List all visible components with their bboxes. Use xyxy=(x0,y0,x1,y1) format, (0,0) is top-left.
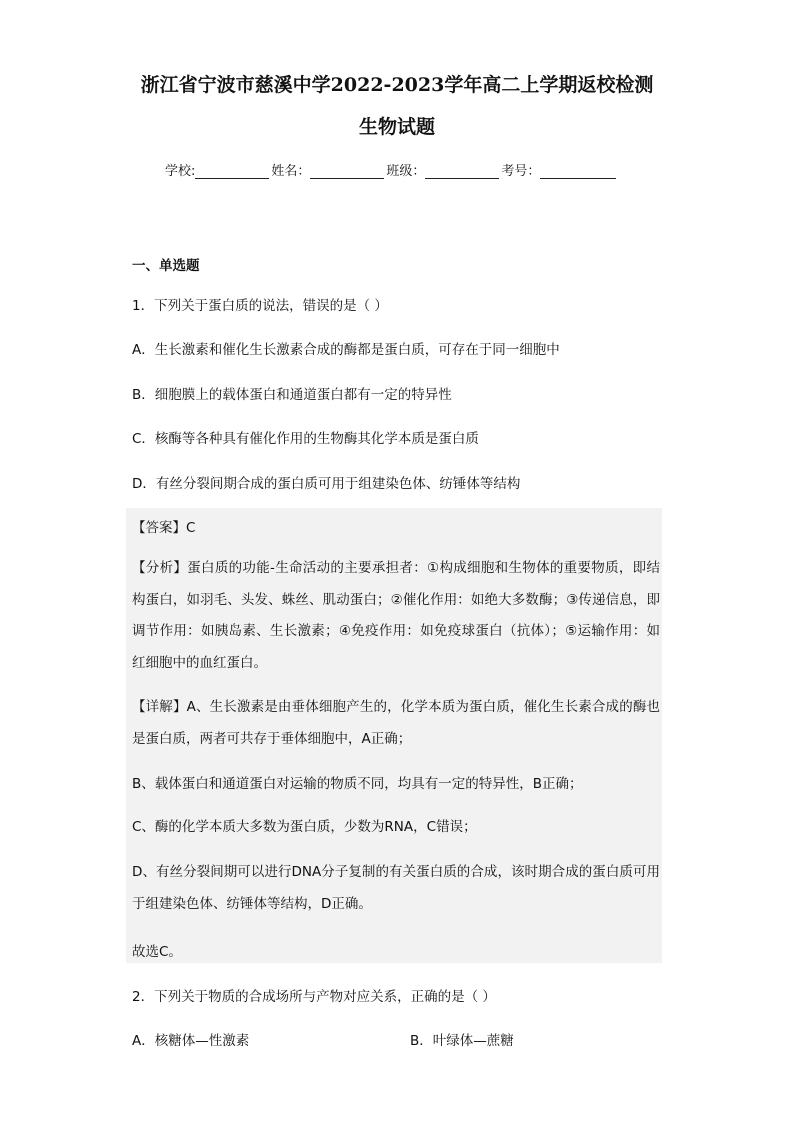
question-1-option-a: A．生长激素和催化生长激素合成的酶都是蛋白质，可存在于同一细胞中 xyxy=(132,342,560,358)
school-label: 学校: xyxy=(165,164,196,179)
question-2-stem: 2．下列关于物质的合成场所与产物对应关系，正确的是（ ） xyxy=(132,989,496,1005)
section-title: 一、单选题 xyxy=(132,258,200,274)
exam-no-blank[interactable] xyxy=(540,164,616,179)
school-blank[interactable] xyxy=(195,164,269,179)
name-blank[interactable] xyxy=(310,164,384,179)
question-2-option-b: B．叶绿体—蔗糖 xyxy=(410,1033,514,1049)
class-label: 班级： xyxy=(386,164,426,179)
student-info-row xyxy=(165,160,618,179)
exam-no-label: 考号： xyxy=(501,164,541,179)
detail-b-text: B、载体蛋白和通道蛋白对运输的物质不同，均具有一定的特异性，B正确； xyxy=(132,776,583,792)
exam-subtitle: 生物试题 xyxy=(358,116,435,138)
detail-c-text: C、酶的化学本质大多数为蛋白质，少数为RNA，C错误； xyxy=(132,819,477,835)
question-1-option-c: C．核酶等各种具有催化作用的生物酶其化学本质是蛋白质 xyxy=(132,431,479,447)
analysis-text: 【分析】蛋白质的功能-生命活动的主要承担者：①构成细胞和生物体的重要物质，即结构蛋白，如羽毛、头发、蛛丝、肌动蛋白；②催化作用：如绝大多数酶；③传递信息，即调节作用：如胰岛素、生长激素；④免疫作用：如免疫球蛋白（抗体）；⑤运输作用：如红细胞中的血红蛋白。 xyxy=(132,560,660,671)
answer-text: 【答案】C xyxy=(132,520,196,536)
conclusion-text: 故选C。 xyxy=(132,944,182,960)
detail-d-text: D、有丝分裂间期可以进行DNA分子复制的有关蛋白质的合成，该时期合成的蛋白质可用于组建染色体、纺锤体等结构，D正确。 xyxy=(132,864,660,912)
detail-a-text: 【详解】A、生长激素是由垂体细胞产生的，化学本质为蛋白质，催化生长素合成的酶也是蛋白质，两者可共存于垂体细胞中，A正确； xyxy=(132,699,660,747)
question-2-option-a: A．核糖体—性激素 xyxy=(132,1033,250,1049)
question-1-option-d: D．有丝分裂间期合成的蛋白质可用于组建染色体、纺锤体等结构 xyxy=(132,476,521,492)
exam-title: 浙江省宁波市慈溪中学2022-2023学年高二上学期返校检测 xyxy=(140,74,654,96)
question-1-stem: 1．下列关于蛋白质的说法，错误的是（ ） xyxy=(132,298,388,314)
name-label: 姓名： xyxy=(271,164,311,179)
class-blank[interactable] xyxy=(425,164,499,179)
question-1-option-b: B．细胞膜上的载体蛋白和通道蛋白都有一定的特异性 xyxy=(132,387,452,403)
